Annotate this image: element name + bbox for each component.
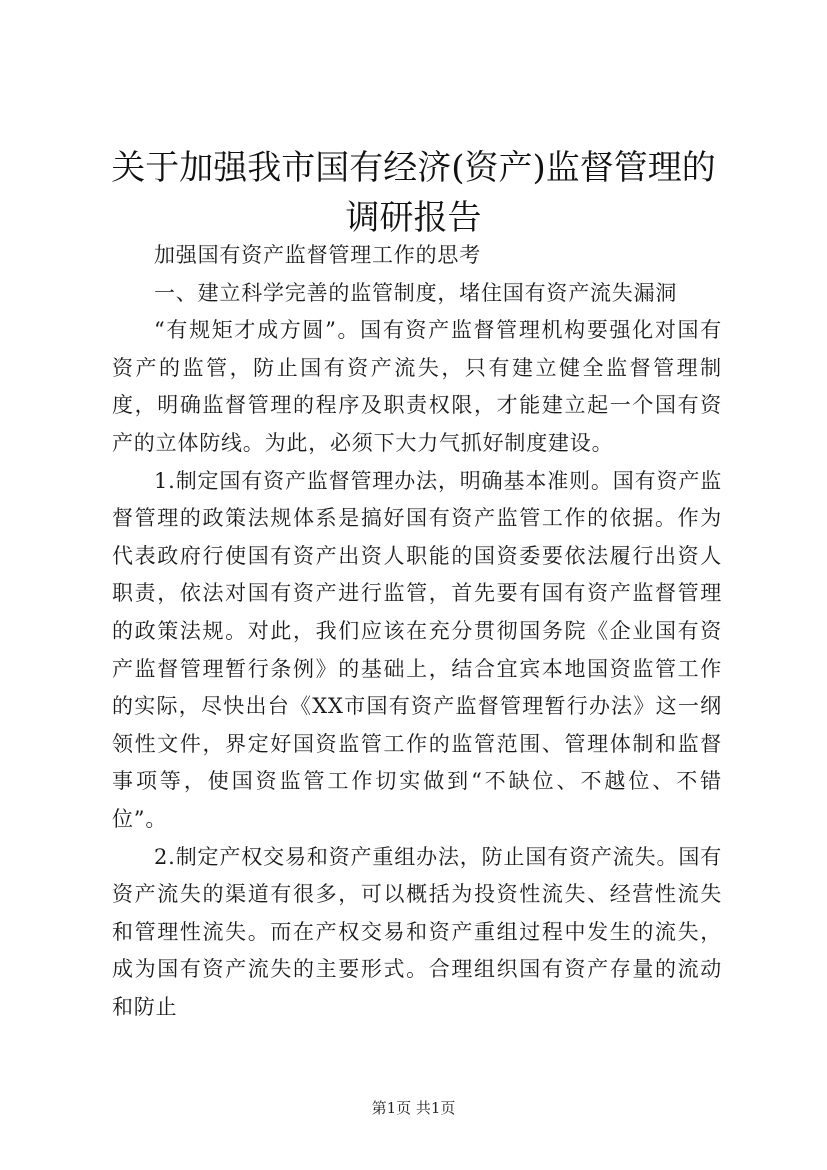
page-footer: 第1页 共1页 <box>371 1099 456 1117</box>
body-paragraph: 1.制定国有资产监督管理办法，明确基本准则。国有资产监督管理的政策法规体系是搞好国有资产监管工作的依据。作为代表政府行使国有资产出资人职能的国资委要依法履行出资人职责，依法对国有资产进行监管，首先要有国有资产监督管理的政策法规。对此，我们应该在充分贯彻国务院《企业国有资产监督管理暂行条例》的基础上，结合宜宾本地国资监管工作的实际，尽快出台《XX市国有资产监督管理暂行办法》这一纲领性文件，界定好国资监管工作的监管范围、管理体制和监督事项等，使国资监管工作切实做到“不缺位、不越位、不错位”。 <box>112 468 722 831</box>
body-paragraph: 2.制定产权交易和资产重组办法，防止国有资产流失。国有资产流失的渠道有很多，可以概括为投资性流失、经营性流失和管理性流失。而在产权交易和资产重组过程中发生的流失，成为国有资产流失的主要形式。合理组织国有资产存量的流动和防止 <box>112 844 722 1019</box>
body-paragraph: “有规矩才成方圆”。国有资产监督管理机构要强化对国有资产的监管，防止国有资产流失，只有建立健全监督管理制度，明确监督管理的程序及职责权限，才能建立起一个国有资产的立体防线。为此，必须下大力气抓好制度建设。 <box>112 318 722 455</box>
document-title: 关于加强我市国有经济(资产)监督管理的调研报告 <box>111 148 716 238</box>
section-heading: 加强国有资产监督管理工作的思考 <box>154 243 481 267</box>
document-body <box>112 237 722 1026</box>
subsection-heading: 一、建立科学完善的监管制度，堵住国有资产流失漏洞 <box>154 280 678 305</box>
